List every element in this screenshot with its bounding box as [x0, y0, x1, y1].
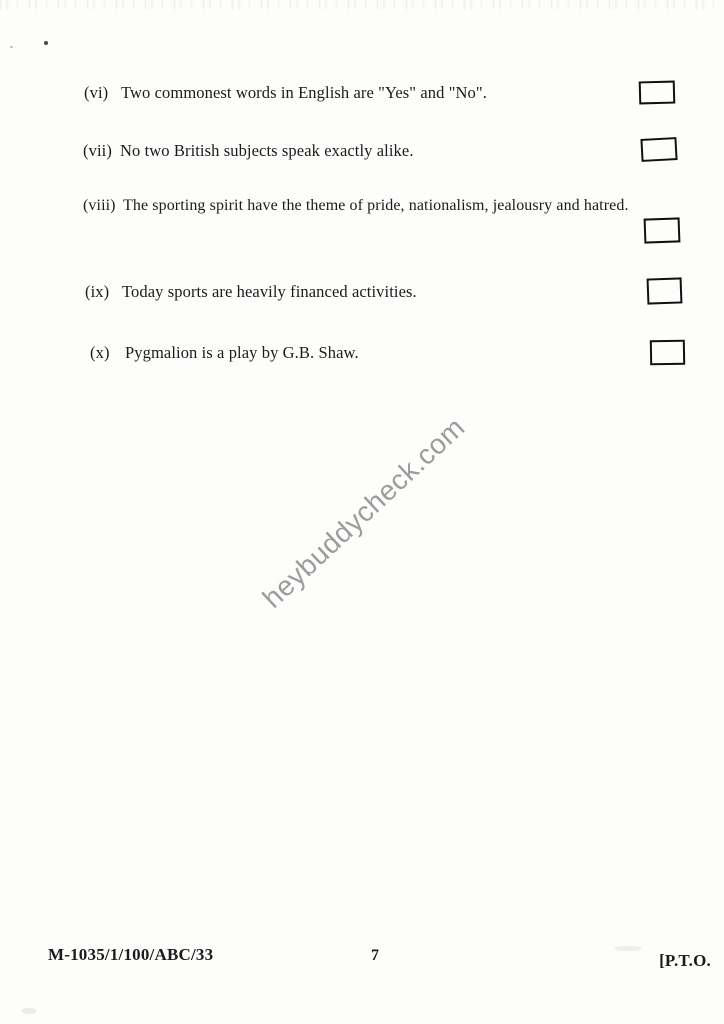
answer-checkbox-viii[interactable]: [644, 217, 681, 243]
question-text: The sporting spirit have the theme of pride, nationalism, jealousry and hatred.: [123, 197, 629, 214]
question-text: Today sports are heavily financed activities.: [122, 282, 417, 301]
question-number: (viii): [83, 197, 116, 214]
page-number: 7: [371, 947, 379, 964]
paper-code: M-1035/1/100/ABC/33: [48, 945, 214, 964]
question-item-x: [90, 344, 359, 362]
question-number: (vii): [83, 141, 112, 160]
answer-checkbox-ix[interactable]: [647, 277, 683, 304]
answer-checkbox-vii[interactable]: [640, 137, 677, 162]
question-number: (vi): [84, 83, 109, 102]
scan-noise-band: [0, 0, 724, 9]
question-text: Pygmalion is a play by G.B. Shaw.: [125, 343, 359, 362]
scan-speckle: [44, 41, 48, 45]
question-item-viii: [83, 197, 629, 215]
question-text: No two British subjects speak exactly alike.: [120, 141, 414, 160]
scan-speckle: [615, 946, 641, 951]
question-number: (x): [90, 343, 110, 362]
question-number: (ix): [85, 282, 110, 301]
pto-marker: [P.T.O.: [659, 951, 711, 970]
scan-speckle: [10, 46, 13, 48]
scan-speckle: [22, 1008, 36, 1014]
site-watermark: heybuddycheck.com: [256, 411, 471, 614]
answer-checkbox-x[interactable]: [650, 340, 685, 366]
answer-checkbox-vi[interactable]: [639, 81, 676, 105]
question-text: Two commonest words in English are "Yes" and "No".: [121, 83, 487, 102]
question-item-vi: [84, 84, 487, 102]
question-item-ix: [85, 283, 417, 301]
question-item-vii: [83, 142, 414, 160]
